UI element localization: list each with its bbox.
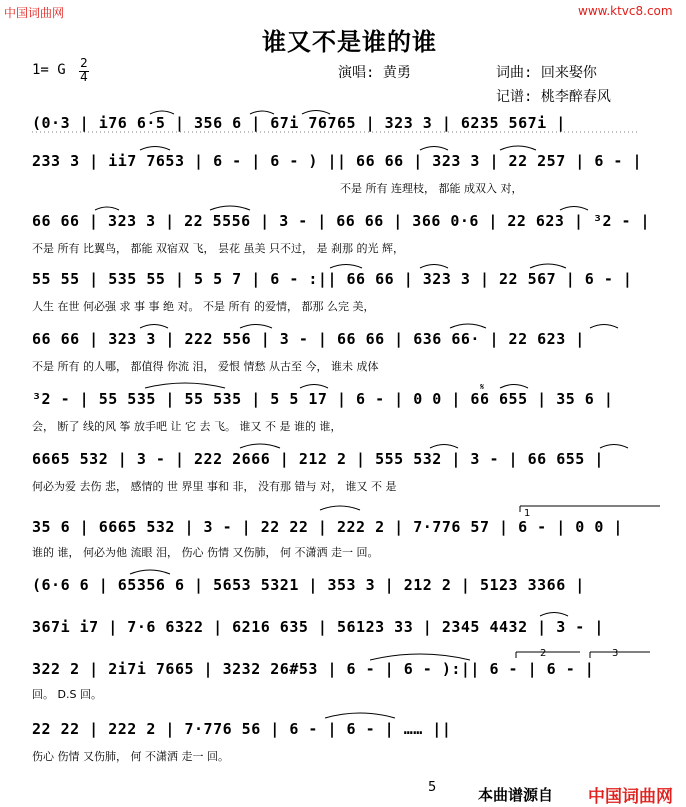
notes-line-10: 367i i7 | 7·6 6322 | 6216 635 | 56123 33 | 2345 4432 | 3 - | (32, 618, 604, 636)
footer-source-label: 本曲谱源自 (478, 786, 554, 804)
site-watermark-right: www.ktvc8.com (578, 4, 673, 18)
page-number: 5 (428, 780, 437, 795)
score-line-12 (0, 712, 686, 772)
score-line-7 (0, 444, 686, 504)
volta-second-label: 2 (540, 648, 547, 659)
score-line-8 (0, 504, 686, 564)
notes-line-12: 22 22 | 222 2 | 7·776 56 | 6 - | 6 - | …… || (32, 720, 452, 738)
score-line-3 (0, 206, 686, 266)
volta-first-label: 1 (524, 508, 531, 519)
lyrics-line-3: 不是 所有 比翼鸟， 都能 双宿双 飞， 昙花 虽美 只不过， 是 刹那 的光 辉， (32, 242, 404, 255)
notes-line-8: 35 6 | 6665 532 | 3 - | 22 22 | 222 2 | 7·776 57 | 6 - | 0 0 | (32, 518, 623, 536)
singer-credit: 演唱: 黄勇 (338, 65, 411, 81)
notes-line-11: 322 2 | 2i7i 7665 | 3232 26#53 | 6 - | 6 - ):|| 6 - | 6 - | (32, 660, 595, 678)
site-watermark-left: 中国词曲网 (4, 6, 65, 20)
interlude-line-3 (0, 648, 686, 712)
transcriber-credit: 记谱: 桃李醉春风 (496, 89, 611, 105)
time-signature-top: 2 (80, 56, 88, 70)
score-line-5 (0, 324, 686, 384)
notes-line-7: 6665 532 | 3 - | 222 2666 | 212 2 | 555 532 | 3 - | 66 655 | (32, 450, 604, 468)
notes-line-1: (0·3 | i76 6·5 | 356 6 | 67i 76765 | 323 3 | 6235 567i | (32, 114, 566, 132)
lyrics-line-4: 人生 在世 何必强 求 事 事 绝 对。 不是 所有 的爱情， 都那 么完 美， (32, 300, 375, 313)
lyrics-line-6: 会， 断了 线的风 筝 放手吧 让 它 去 飞。 谁又 不 是 谁的 谁， (32, 420, 342, 433)
lyrics-line-12: 伤心 伤情 又伤肺， 何 不潇洒 走一 回。 (32, 750, 229, 763)
key-signature: 1= G (32, 62, 66, 78)
volta-third-label: 3 (612, 648, 619, 659)
lyrics-line-7: 何必为爱 去伤 悲， 感情的 世 界里 事和 非， 没有那 错与 对， 谁又 不 是 (32, 480, 397, 493)
lyrics-line-5: 不是 所有 的人哪， 都值得 你流 泪， 爱恨 情愁 从古至 今， 谁未 成体 (32, 360, 379, 373)
composer-credit: 词曲: 回来娶你 (496, 65, 597, 81)
lyrics-line-8: 谁的 谁， 何必为他 流眼 泪， 伤心 伤情 又伤肺， 何 不潇洒 走一 回。 (32, 546, 379, 559)
notes-line-6: ³2 - | 55 535 | 55 535 | 5 5 17 | 6 - | 0 0 | 66 655 | 35 6 | (32, 390, 614, 408)
footer-brand: 中国词曲网 (588, 787, 673, 807)
lyrics-line-11: 回。 D.S 回。 (32, 688, 102, 701)
notes-line-9: (6·6 6 | 65356 6 | 5653 5321 | 353 3 | 212 2 | 5123 3366 | (32, 576, 585, 594)
time-signature-bottom: 4 (80, 70, 88, 84)
song-title: 谁又不是谁的谁 (262, 27, 437, 56)
score-line-6 (0, 384, 686, 444)
notes-line-5: 66 66 | 323 3 | 222 556 | 3 - | 66 66 | 636 66· | 22 623 | (32, 330, 585, 348)
segno-sign: 𝄋 (480, 382, 485, 393)
notes-line-3: 66 66 | 323 3 | 22 5556 | 3 - | 66 66 | 366 0·6 | 22 623 | ³2 - | (32, 212, 652, 230)
score-line-2 (0, 146, 686, 206)
lyrics-line-2: 不是 所有 连理枝， 都能 成双入 对， (340, 182, 523, 195)
notes-line-2: 233 3 | ii7 7653 | 6 - | 6 - ) || 66 66 | 323 3 | 22 257 | 6 - | (32, 152, 642, 170)
score-line-4 (0, 264, 686, 324)
notes-line-4: 55 55 | 535 55 | 5 5 7 | 6 - :|| 66 66 | 323 3 | 22 567 | 6 - | (32, 270, 633, 288)
